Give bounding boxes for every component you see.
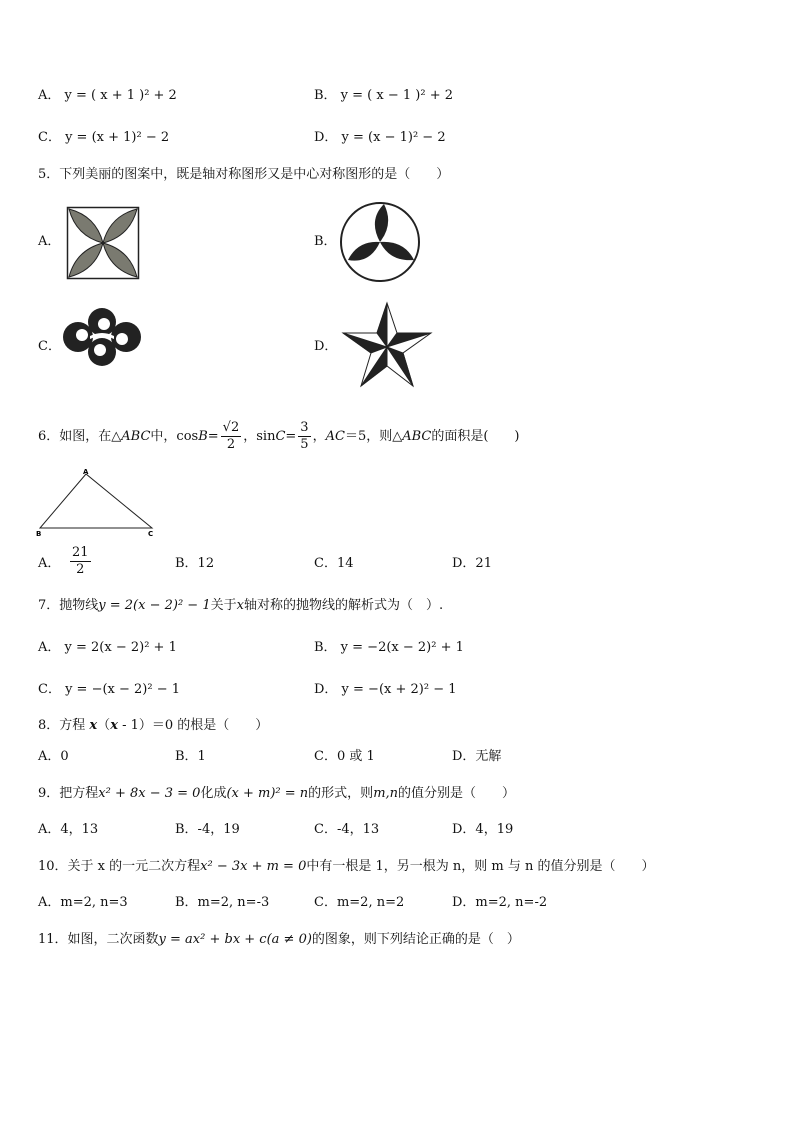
triangle-label-c: C [148,530,154,538]
q8-option-c: C．0 或 1 [314,749,375,764]
q7-text-b: 关于 [210,598,237,613]
q5-figure-b-three-blades [338,200,422,284]
q9-text-a: 9．把方程 [38,786,99,801]
q9-vars-mn: m,n [373,786,399,801]
q5-option-a-label: A． [38,234,61,249]
q11-expression: y = ax² + bx + c(a ≠ 0) [158,932,312,947]
q10-option-d: D．m=2, n=-2 [452,895,548,910]
q9-text-d: 的值分别是（ ） [398,786,516,801]
q6-text-c: ，sin [243,429,276,444]
q9-option-b: B．-4，19 [175,822,240,837]
q6-eq2: = [285,429,297,444]
q9-expression-1: x² + 8x − 3 = 0 [98,786,201,801]
q6-option-a-fraction [68,545,93,578]
q9-option-d: D．4，19 [452,822,514,837]
q8-option-b: B．1 [175,749,206,764]
q6-option-d: D．21 [452,556,492,571]
q6-fraction2-denominator: 5 [300,437,309,452]
q5-figure-a-four-petals [66,206,140,280]
q6-text-b: 中，cos [150,429,199,444]
q6-fraction2-numerator: 3 [300,420,309,435]
q10-stem [38,857,655,877]
q6-stem [38,420,520,453]
q6-triangle-abc: ABC [121,429,151,444]
q9-expression-2: (x + m)² = n [226,786,309,801]
q9-stem [38,784,515,804]
q6-option-a-frac [70,545,91,578]
q7-expression: y = 2(x − 2)² − 1 [98,598,211,613]
q11-text-b: 的图象，则下列结论正确的是（ ） [311,932,520,947]
q6-option-a-label: A． [38,556,61,571]
q8-text-a: 8．方程 [38,718,90,733]
q7-option-a: A． y = 2(x − 2)² + 1 [38,640,177,655]
q6-text-e: ＝5，则△ [344,429,403,444]
q10-expression: x² − 3x + m = 0 [200,859,307,874]
q5-stem: 5．下列美丽的图案中，既是轴对称图形又是中心对称图形的是（ ） [38,167,450,182]
q4-option-c: C． y = (x + 1)² − 2 [38,130,170,145]
q10-option-c: C．m=2, n=2 [314,895,405,910]
q6-triangle-abc-2: ABC [402,429,432,444]
q7-stem [38,596,443,616]
q6-side-ac: AC [325,429,345,444]
q6-fraction1-denominator: 2 [226,437,236,452]
q5-figure-d-star [340,300,434,390]
q8-var-x-2: x [110,718,118,733]
q8-stem [38,716,268,736]
q6-fraction-3-over-5 [298,420,310,453]
q6-option-c: C．14 [314,556,354,571]
q10-text-b: 中有一根是 1，另一根为 n，则 m 与 n 的值分别是（ ） [306,859,655,874]
q9-option-c: C．-4，13 [314,822,380,837]
q9-text-c: 的形式，则 [308,786,374,801]
q6-option-b: B．12 [175,556,215,571]
q11-text-a: 11．如图，二次函数 [38,932,159,947]
q4-option-a: A． y = ( x + 1 )² + 2 [38,88,177,103]
q10-option-b: B．m=2, n=-3 [175,895,270,910]
q6-text-a: 6．如图，在△ [38,429,122,444]
q7-option-b: B． y = −2(x − 2)² + 1 [314,640,464,655]
q9-option-a: A．4，13 [38,822,99,837]
triangle-label-b: B [36,530,42,538]
q8-text-b: （ [97,718,111,733]
q10-text-a: 10．关于 x 的一元二次方程 [38,859,201,874]
q7-option-d: D． y = −(x + 2)² − 1 [314,682,457,697]
q8-option-a: A．0 [38,749,69,764]
q6-text-d: ， [312,429,326,444]
q6-option-a-numerator: 21 [72,545,89,560]
q5-option-b-label: B． [314,234,337,249]
triangle-label-a: A [83,468,89,476]
q6-fraction-sqrt2-over-2 [221,420,242,453]
q8-option-d: D．无解 [452,749,502,764]
q4-option-d: D． y = (x − 1)² − 2 [314,130,446,145]
q8-var-x: x [89,718,98,733]
q4-option-b: B． y = ( x − 1 )² + 2 [314,88,453,103]
q6-triangle-figure [34,466,158,538]
q7-text-a: 7．抛物线 [38,598,99,613]
q5-option-c-label: C． [38,339,61,354]
q6-angle-b: B [198,429,208,444]
q6-eq1: = [207,429,219,444]
q7-text-c: 轴对称的抛物线的解析式为（ ）. [243,598,444,613]
q5-figure-c-knot [60,306,144,368]
q8-text-c: - 1）＝0 的根是（ ） [117,718,269,733]
q6-text-f: 的面积是( ) [431,429,520,444]
q6-option-a-denominator: 2 [76,562,85,577]
q5-option-d-label: D． [314,339,338,354]
q11-stem [38,930,520,950]
q6-fraction1-numerator: √2 [222,420,240,435]
q10-option-a: A．m=2, n=3 [38,895,128,910]
q7-axis-x: x [236,598,244,613]
q9-text-b: 化成 [200,786,227,801]
q6-angle-c: C [275,429,286,444]
q7-option-c: C． y = −(x − 2)² − 1 [38,682,181,697]
